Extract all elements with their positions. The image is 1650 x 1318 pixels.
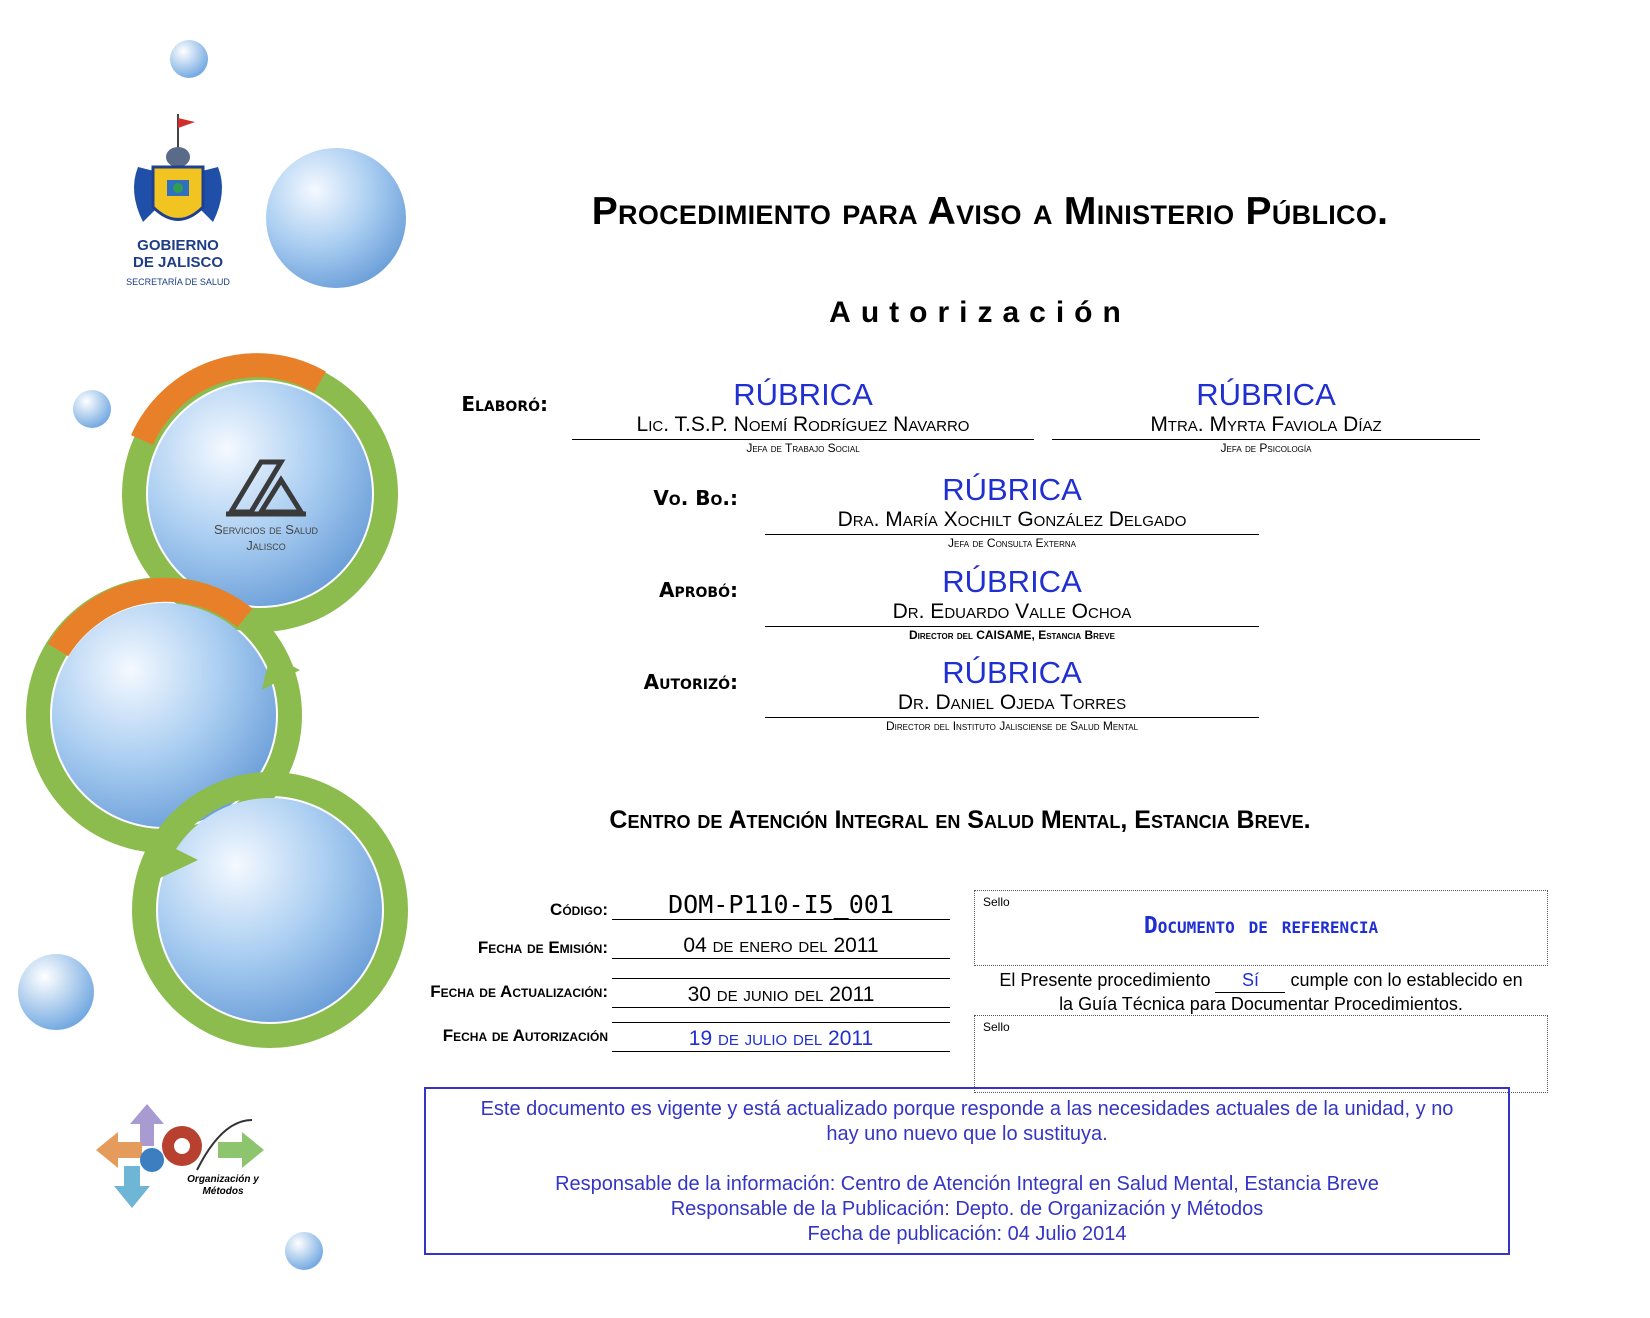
coat-of-arms-icon (123, 112, 233, 237)
bubble (266, 148, 406, 288)
aprobo-label: Aprobó: (659, 578, 738, 602)
signature-block (1052, 377, 1480, 456)
signature-block (765, 472, 1259, 551)
signer-position: Jefa de Consulta Externa (948, 536, 1076, 550)
document-type: Documento de referencia (1143, 913, 1379, 939)
fecha-emision-label: Fecha de Emisión: (477, 938, 608, 957)
signature-block (765, 655, 1259, 734)
gobierno-line2: DE JALISCO (132, 254, 223, 271)
signer-position: Jefa de Psicología (1220, 441, 1312, 455)
signer-position: Director del CAISAME, Estancia Breve (909, 628, 1115, 642)
ssj-line2: Jalisco (246, 538, 286, 553)
rubrica-text: RÚBRICA (942, 472, 1082, 507)
sello-label: Sello (983, 1020, 1010, 1034)
codigo-label: Código: (550, 900, 608, 919)
compliance-prefix: El Presente procedimiento (999, 970, 1211, 990)
ssj-emblem-icon (221, 452, 311, 522)
secretaria-text: SECRETARÍA DE SALUD (126, 277, 230, 287)
note-line: Responsable de la información: Centro de Atención Integral en Salud Mental, Estancia Breve (555, 1173, 1379, 1195)
om-line1: Organización y (187, 1174, 259, 1185)
compliance-line2: la Guía Técnica para Documentar Procedimientos. (1059, 994, 1463, 1014)
rubrica-text: RÚBRICA (733, 377, 873, 412)
signer-name: Lic. T.S.P. Noemí Rodríguez Navarro (572, 413, 1034, 440)
signature-block (572, 377, 1034, 456)
sello-label: Sello (983, 895, 1010, 909)
stamp-box-reference (974, 890, 1548, 966)
signature-block (765, 564, 1259, 643)
elaboro-label: Elaboró: (461, 392, 548, 416)
fecha-actualizacion-label: Fecha de Actualización: (430, 982, 608, 1001)
signer-name: Dr. Eduardo Valle Ochoa (765, 600, 1259, 627)
signer-position: Director del Instituto Jalisciense de Salud Mental (885, 719, 1139, 733)
bubble (170, 40, 208, 78)
fecha-actualizacion-value: 30 de junio del 2011 (612, 978, 950, 1008)
fecha-emision-value: 04 de enero del 2011 (612, 934, 950, 959)
note-line: Este documento es vigente y está actualizado porque responde a las necesidades actuales de la unidad, y no (480, 1098, 1454, 1120)
om-text (178, 1174, 268, 1198)
bubble (285, 1232, 323, 1270)
codigo-value: DOM-P110-I5_001 (612, 890, 950, 920)
fecha-autorizacion-value: 19 de julio del 2011 (612, 1022, 950, 1052)
validity-note (424, 1087, 1510, 1255)
signer-name: Dr. Daniel Ojeda Torres (765, 691, 1259, 718)
note-line: hay uno nuevo que lo sustituya. (826, 1123, 1108, 1145)
bubble (18, 954, 94, 1030)
vobo-label: Vo. Bo.: (653, 486, 738, 510)
rubrica-text: RÚBRICA (942, 564, 1082, 599)
note-line: Responsable de la Publicación: Depto. de Organización y Métodos (670, 1198, 1264, 1220)
ssj-logo (196, 452, 336, 554)
rubrica-text: RÚBRICA (942, 655, 1082, 690)
page-title: Procedimiento para Aviso a Ministerio Público. (591, 190, 1389, 233)
om-line2: Métodos (202, 1186, 244, 1197)
gobierno-jalisco-logo (118, 112, 238, 287)
bubble (73, 390, 111, 428)
rubrica-text: RÚBRICA (1196, 377, 1336, 412)
stamp-box-blank (974, 1015, 1548, 1093)
gobierno-line1: GOBIERNO (137, 237, 219, 254)
signer-name: Mtra. Myrta Faviola Díaz (1052, 413, 1480, 440)
signer-position: Jefa de Trabajo Social (746, 441, 860, 455)
ssj-line1: Servicios de Salud (214, 522, 318, 537)
section-subtitle: Autorización (829, 296, 1131, 329)
fecha-autorizacion-label: Fecha de Autorización (442, 1026, 608, 1045)
signer-name: Dra. María Xochilt González Delgado (765, 508, 1259, 535)
note-line: Fecha de publicación: 04 Julio 2014 (807, 1223, 1127, 1245)
autorizo-label: Autorizó: (643, 670, 738, 694)
compliance-suffix: cumple con lo establecido en (1290, 970, 1523, 990)
compliance-answer: Sí (1215, 969, 1285, 993)
organizacion-metodos-logo (92, 1100, 282, 1210)
center-name: Centro de Atención Integral en Salud Mental, Estancia Breve. (609, 806, 1311, 834)
compliance-text (974, 969, 1548, 1016)
